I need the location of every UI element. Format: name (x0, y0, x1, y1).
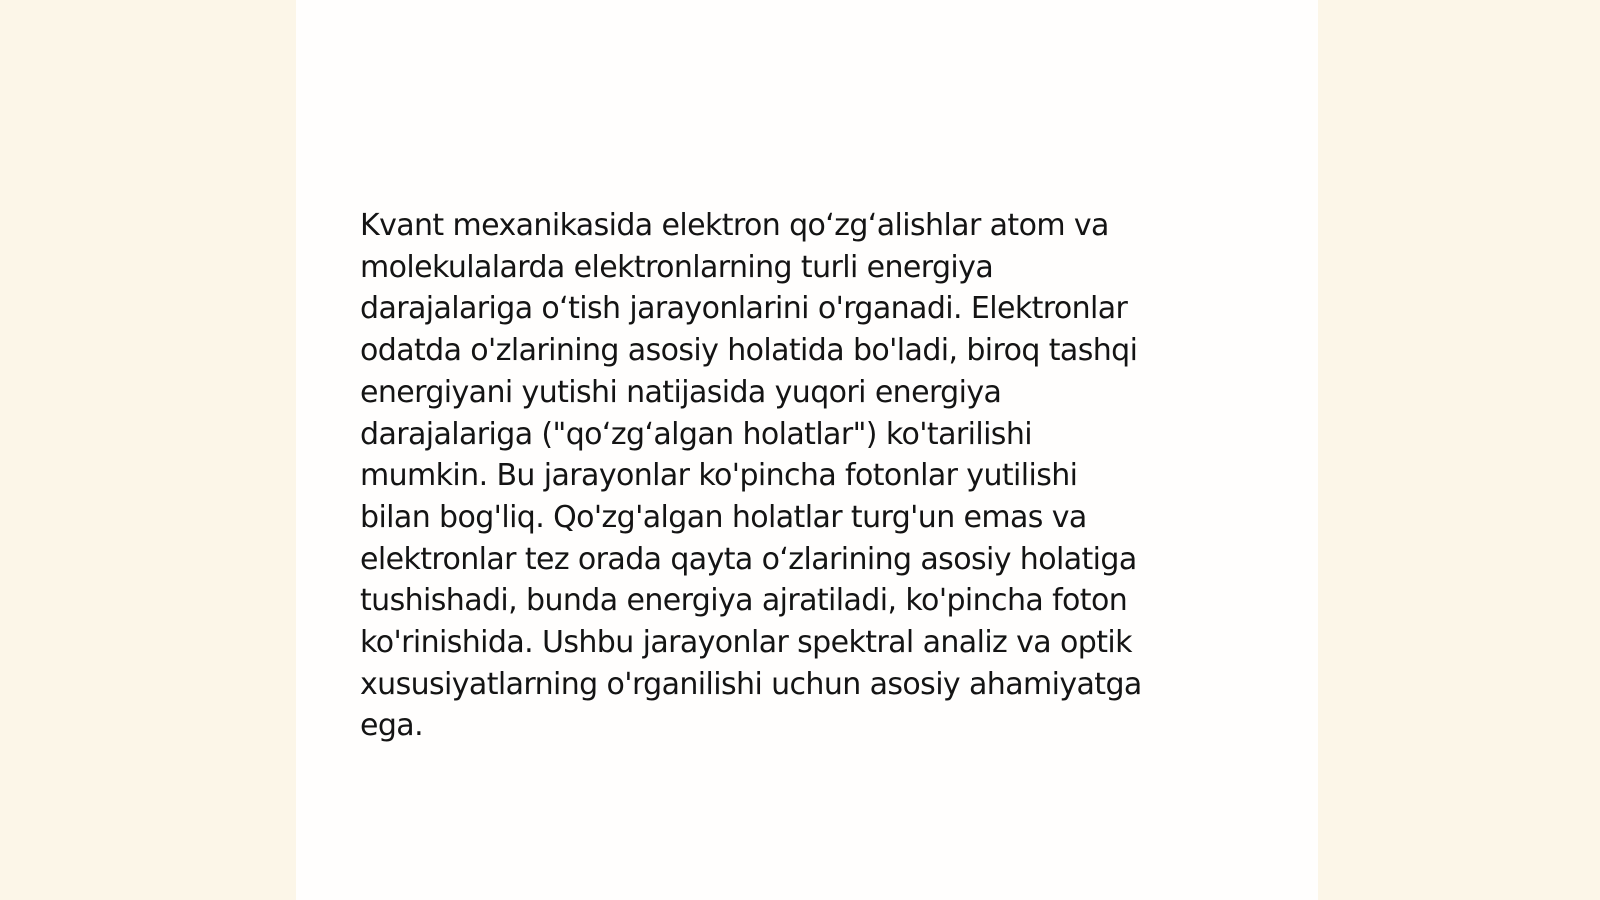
body-paragraph: Kvant mexanikasida elektron qo‘zg‘alishlar atom va molekulalarda elektronlarning turli energiya darajalariga o‘tish jarayonlarini o'rganadi. Elektronlar odatda o'zlarining asosiy holatida bo'ladi, biroq tashqi energiyani yutishi natijasida yuqori energiya darajalariga ("qo‘zg‘algan holatlar") ko'tarilishi mumkin. Bu jarayonlar ko'pincha fotonlar yutilishi bilan bog'liq. Qo'zg'algan holatlar turg'un emas va elektronlar tez orada qayta o‘zlarining asosiy holatiga tushishadi, bunda energiya ajratiladi, ko'pincha foton ko'rinishida. Ushbu jarayonlar spektral analiz va optik xususiyatlarning o'rganilishi uchun asosiy ahamiyatga ega. (360, 208, 1142, 744)
document-page (296, 0, 1318, 900)
